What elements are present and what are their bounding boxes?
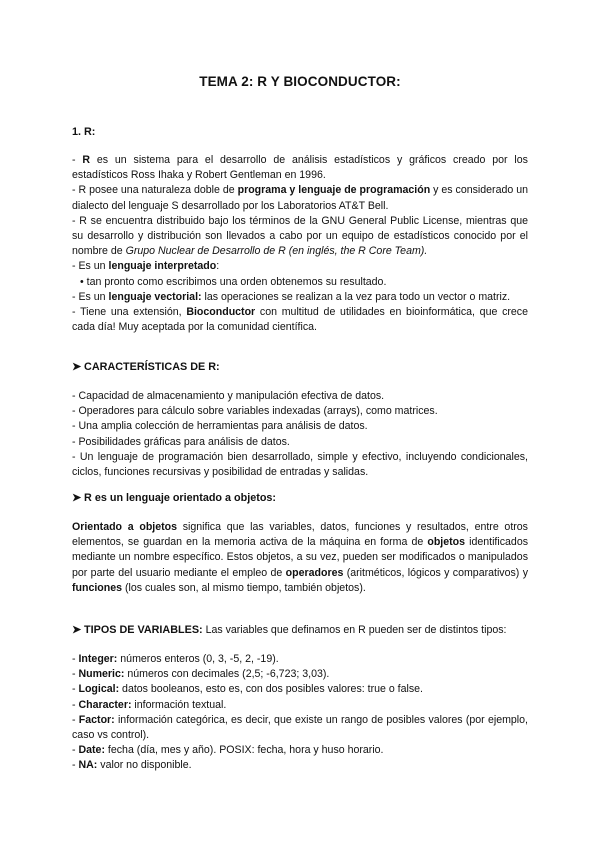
- page-title: TEMA 2: R Y BIOCONDUCTOR:: [199, 74, 401, 89]
- list-item: - Date: fecha (día, mes y año). POSIX: fecha, hora y huso horario.: [72, 744, 384, 757]
- objetos-paragraph: Orientado a objetos significa que las variables, datos, funciones y resultados, entre otros elementos, se guardan en la memoria activa de la máquina en forma de objetos identificados mediante un nombre específico. Estos objetos, a su vez, pueden ser modificados o manipulados por parte del usuario mediante el empleo de operadores (aritméticos, lógicos y comparativos) y funciones (los cuales son, al mismo tiempo, también objetos).: [72, 521, 529, 594]
- section-heading-r: 1. R:: [72, 126, 96, 138]
- intro-p4-bullet: • tan pronto como escribimos una orden obtenemos su resultado.: [80, 275, 387, 288]
- intro-p4: - Es un lenguaje interpretado:: [72, 260, 220, 273]
- intro-p2: - R posee una naturaleza doble de programa y lenguaje de programación y es considerado un dialecto del lenguaje S desarrollado por los Laboratorios AT&T Bell.: [72, 184, 528, 212]
- caracteristicas-heading: ➤ CARACTERÍSTICAS DE R:: [72, 361, 220, 373]
- list-item: - Numeric: números con decimales (2,5; -6,723; 3,03).: [72, 668, 330, 681]
- intro-p6: - Tiene una extensión, Bioconductor con multitud de utilidades en bioinformática, que crece cada día! Muy aceptada por la comunidad científica.: [72, 306, 528, 334]
- list-item: - Operadores para cálculo sobre variables indexadas (arrays), como matrices.: [72, 405, 438, 418]
- list-item: - Una amplia colección de herramientas para análisis de datos.: [72, 420, 368, 433]
- intro-p3: - R se encuentra distribuido bajo los términos de la GNU General Public License, mientras que su desarrollo y distribución son llevados a cabo por un equipo de estadísticos conocido por el nombre de Grupo Nuclear de Desarrollo de R (en inglés, the R Core Team).: [72, 214, 528, 258]
- list-item: - Posibilidades gráficas para análisis de datos.: [72, 435, 290, 448]
- list-item: - NA: valor no disponible.: [72, 759, 192, 772]
- list-item: - Character: información textual.: [72, 698, 227, 711]
- list-item: - Integer: números enteros (0, 3, -5, 2, -19).: [72, 653, 279, 665]
- objetos-heading: ➤ R es un lenguaje orientado a objetos:: [72, 492, 277, 504]
- intro-p5: - Es un lenguaje vectorial: las operaciones se realizan a la vez para todo un vector o matriz.: [72, 290, 511, 303]
- caracteristicas-list: [72, 389, 528, 480]
- intro-paragraphs: [72, 153, 528, 335]
- list-item: - Capacidad de almacenamiento y manipulación efectiva de datos.: [72, 390, 385, 402]
- intro-p1: - R es un sistema para el desarrollo de análisis estadísticos y gráficos creado por los estadísticos Ross Ihaka y Robert Gentleman en 1996.: [72, 154, 528, 182]
- list-item: - Un lenguaje de programación bien desarrollado, simple y efectivo, incluyendo condicionales, ciclos, funciones recursivas y posibilidad de entradas y salidas.: [72, 450, 528, 479]
- list-item: - Factor: información categórica, es decir, que existe un rango de posibles valores (por ejemplo, caso vs control).: [72, 713, 528, 742]
- tipos-list: [72, 652, 528, 774]
- tipos-heading: ➤ TIPOS DE VARIABLES: Las variables que definamos en R pueden ser de distintos tipos:: [72, 624, 507, 636]
- list-item: - Logical: datos booleanos, esto es, con dos posibles valores: true o false.: [72, 683, 423, 696]
